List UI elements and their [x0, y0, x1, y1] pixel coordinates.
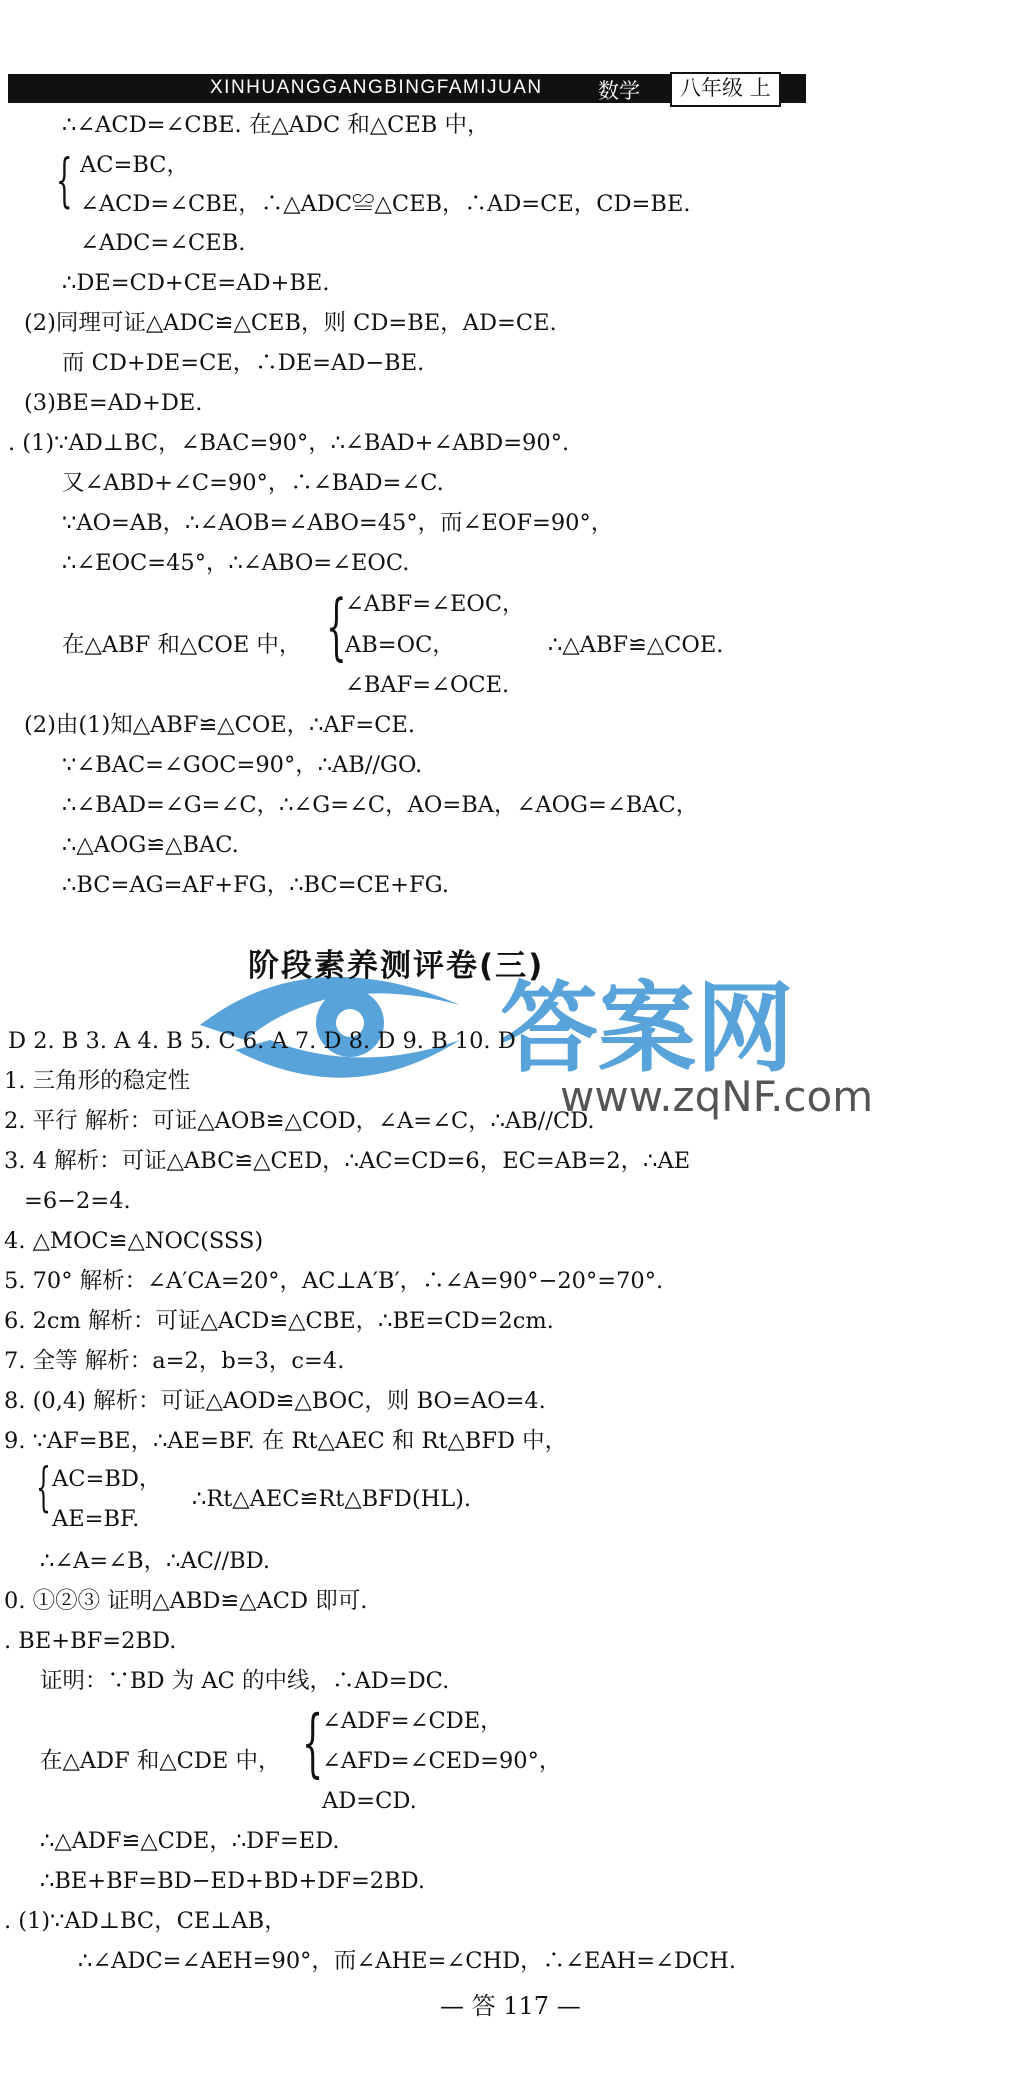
text-line: AC=BC， [80, 152, 189, 178]
text-line: ∵AO=AB，∴∠AOB=∠ABO=45°，而∠EOF=90°， [62, 510, 614, 536]
text-line: ∴△ABF≌△COE. [548, 632, 724, 658]
header-grade: 八年级 上 [670, 72, 781, 107]
answer-line: 2. 平行 解析：可证△AOB≌△COD，∠A=∠C，∴AB//CD. [4, 1108, 595, 1134]
answer-line: AE=BF. [52, 1506, 140, 1532]
answer-line: D 2. B 3. A 4. B 5. C 6. A 7. D 8. D 9. B 10. D [8, 1028, 516, 1054]
left-brace: { [56, 146, 73, 214]
answer-line: 在△ADF 和△CDE 中， [40, 1748, 281, 1774]
answer-line: ∠ADF=∠CDE， [322, 1708, 503, 1734]
answer-line: =6−2=4. [24, 1188, 131, 1214]
text-line: 在△ABF 和△COE 中， [62, 632, 302, 658]
text-line: ∠ABF=∠EOC， [345, 591, 525, 617]
watermark-text: 答案网 [500, 972, 795, 1086]
text-line: (2)同理可证△ADC≌△CEB，则 CD=BE，AD=CE. [24, 310, 557, 336]
answer-line: 9. ∵AF=BE，∴AE=BF. 在 Rt△AEC 和 Rt△BFD 中， [4, 1428, 568, 1454]
text-line: (3)BE=AD+DE. [24, 390, 203, 416]
answer-line: 1. 三角形的稳定性 [4, 1068, 191, 1094]
answer-line: 3. 4 解析：可证△ABC≌△CED，∴AC=CD=6，EC=AB=2，∴AE [4, 1148, 691, 1174]
text-line: 而 CD+DE=CE，∴DE=AD−BE. [62, 350, 425, 376]
answer-line: 4. △MOC≌△NOC(SSS) [4, 1228, 264, 1254]
answer-line: 8. (0,4) 解析：可证△AOD≌△BOC，则 BO=AO=4. [4, 1388, 546, 1414]
text-line: ∠ACD=∠CBE，∴△ADC≌△CEB，∴AD=CE，CD=BE. [80, 191, 691, 217]
text-line: 又∠ABD+∠C=90°，∴∠BAD=∠C. [62, 470, 444, 496]
text-line: ∴∠BAD=∠G=∠C，∴∠G=∠C，AO=BA，∠AOG=∠BAC， [62, 792, 699, 818]
text-line: . (1)∵AD⊥BC，∠BAC=90°，∴∠BAD+∠ABD=90°. [8, 430, 570, 456]
section-title: 阶段素养测评卷(三) [248, 948, 545, 984]
watermark-url: www.zqNF.com [560, 1072, 874, 1121]
left-brace: { [302, 1700, 324, 1786]
left-brace: { [326, 584, 347, 668]
text-line: ∴BC=AG=AF+FG，∴BC=CE+FG. [62, 872, 449, 898]
header-series-title: XINHUANGGANGBINGFAMIJUAN [210, 77, 543, 98]
text-line: (2)由(1)知△ABF≌△COE，∴AF=CE. [24, 712, 416, 738]
text-line: ∵∠BAC=∠GOC=90°，∴AB//GO. [62, 752, 423, 778]
text-line: ∴DE=CD+CE=AD+BE. [62, 270, 330, 296]
text-line: ∴∠EOC=45°，∴∠ABO=∠EOC. [62, 550, 410, 576]
text-line: AB=OC， [345, 632, 455, 658]
answer-line: ∴∠ADC=∠AEH=90°，而∠AHE=∠CHD，∴∠EAH=∠DCH. [78, 1948, 737, 1974]
answer-line: 5. 70° 解析：∠A′CA=20°，AC⊥A′B′，∴∠A=90°−20°=70°. [4, 1268, 664, 1294]
answer-line: ∴△ADF≌△CDE，∴DF=ED. [40, 1828, 340, 1854]
answer-line: ∴∠A=∠B，∴AC//BD. [40, 1548, 271, 1574]
header-subject: 数学 [598, 79, 640, 103]
answer-line: AD=CD. [322, 1788, 417, 1814]
answer-line: 6. 2cm 解析：可证△ACD≌△CBE，∴BE=CD=2cm. [4, 1308, 554, 1334]
text-line: ∠BAF=∠OCE. [345, 672, 510, 698]
answer-line: AC=BD， [52, 1466, 162, 1492]
left-brace: { [36, 1458, 51, 1518]
answer-line: 7. 全等 解析：a=2，b=3，c=4. [4, 1348, 345, 1374]
answer-line: . BE+BF=2BD. [4, 1628, 177, 1654]
page-number: — 答 117 — [440, 1992, 581, 2020]
text-line: ∴∠ACD=∠CBE. 在△ADC 和△CEB 中， [62, 112, 490, 138]
answer-line: . (1)∵AD⊥BC，CE⊥AB， [4, 1908, 287, 1934]
text-line: ∴△AOG≌△BAC. [62, 832, 239, 858]
answer-line: ∠AFD=∠CED=90°， [322, 1748, 562, 1774]
answer-line: 0. ①②③ 证明△ABD≌△ACD 即可. [4, 1588, 368, 1614]
answer-line: 证明：∵BD 为 AC 的中线，∴AD=DC. [40, 1668, 450, 1694]
answer-line: ∴BE+BF=BD−ED+BD+DF=2BD. [40, 1868, 426, 1894]
text-line: ∠ADC=∠CEB. [80, 230, 246, 256]
answer-line: ∴Rt△AEC≌Rt△BFD(HL). [192, 1486, 472, 1512]
